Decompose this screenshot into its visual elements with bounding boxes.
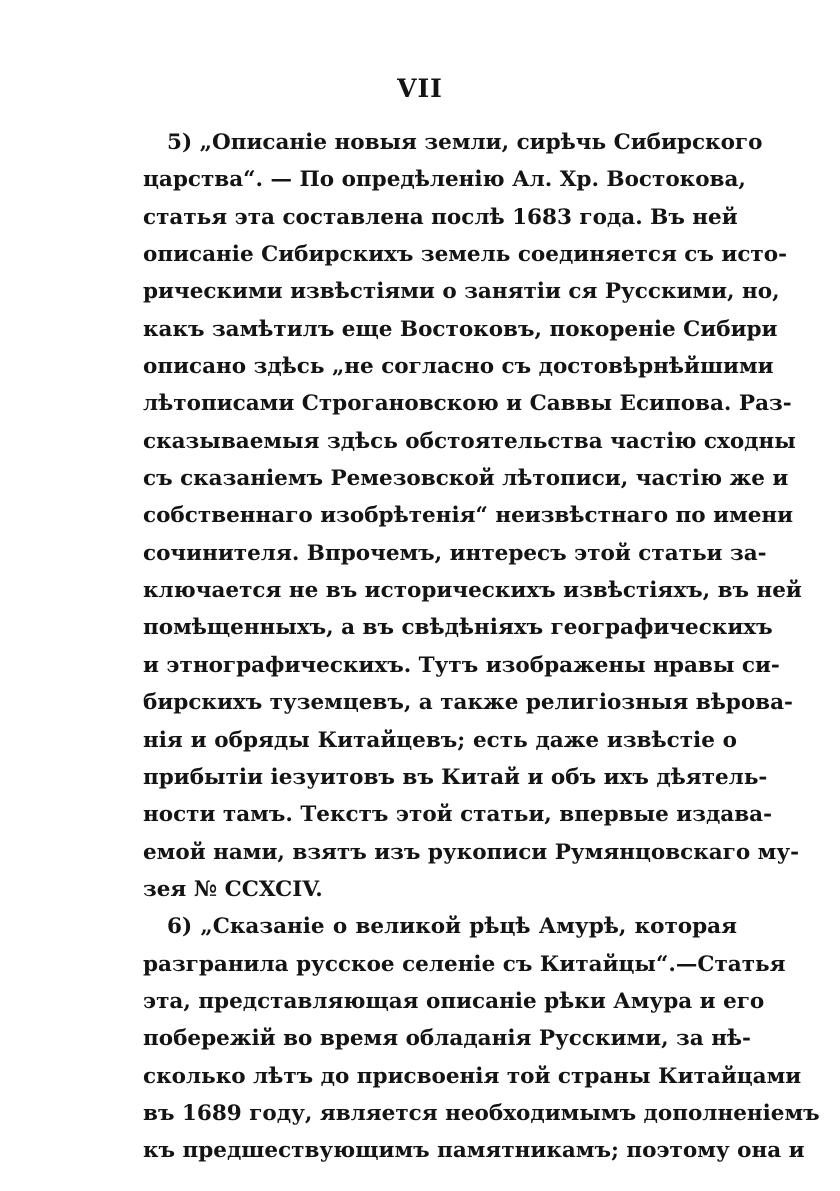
text-line: 5) „Описаніе новыя земли, сирѣчь Сибирского	[167, 130, 763, 155]
body-text	[143, 124, 820, 1170]
text-line: сколько лѣтъ до присвоенія той страны Китайцами	[143, 1063, 802, 1089]
text-line: описаніе Сибирскихъ земель соединяется съ исто-	[143, 242, 788, 268]
text-line: емой нами, взятъ изъ рукописи Румянцовскаго му-	[143, 839, 800, 865]
text-line: сочинителя. Впрочемъ, интересъ этой статьи за-	[143, 540, 767, 566]
text-line: бирскихъ туземцевъ, а также религіозныя вѣрова-	[143, 690, 793, 716]
text-line: статья эта составлена послѣ 1683 года. Въ ней	[143, 204, 738, 230]
text-line: прибытіи іезуитовъ въ Китай и объ ихъ дѣятель-	[143, 764, 768, 790]
text-line: эта, представляющая описаніе рѣки Амура и его	[143, 988, 765, 1014]
text-line: собственнаго изобрѣтенія“ неизвѣстнаго по имени	[143, 503, 794, 529]
text-line: 6) „Сказаніе о великой рѣцѣ Амурѣ, которая	[167, 914, 737, 940]
text-line: зея № CCXCIV.	[143, 876, 323, 902]
text-line: побережій во время обладанія Русскими, за нѣ-	[143, 1026, 751, 1052]
text-line: помѣщенныхъ, а въ свѣдѣніяхъ географическихъ	[143, 615, 773, 641]
text-line: съ сказаніемъ Ремезовской лѣтописи, частію же и	[143, 466, 789, 492]
paragraph-6	[143, 908, 820, 1169]
text-line: и этнографическихъ. Тутъ изображены нравы си-	[143, 652, 780, 678]
text-line: нія и обряды Китайцевъ; есть даже извѣстіе о	[143, 727, 737, 753]
text-line: разгранила русское селеніе съ Китайцы“.—Статья	[143, 951, 786, 977]
text-line: какъ замѣтилъ еще Востоковъ, покореніе Сибири	[143, 316, 778, 342]
text-line: сказываемыя здѣсь обстоятельства частію сходны	[143, 428, 796, 454]
paragraph-5	[143, 124, 802, 908]
text-line: ключается не въ историческихъ извѣстіяхъ, въ ней	[143, 578, 802, 604]
page-number: VII	[397, 74, 443, 103]
text-line: въ 1689 году, является необходимымъ дополненіемъ	[143, 1100, 820, 1126]
text-line: къ предшествующимъ памятникамъ; поэтому она и	[143, 1138, 805, 1164]
text-line: описано здѣсь „не согласно съ достовѣрнѣйшими	[143, 354, 774, 380]
text-line: царства“. — По опредѣленію Ал. Хр. Востокова,	[143, 167, 746, 193]
text-line: ности тамъ. Текстъ этой статьи, впервые издава-	[143, 802, 773, 828]
text-line: лѣтописами Строгановскою и Саввы Есипова. Раз-	[143, 391, 792, 417]
text-line: рическими извѣстіями о занятіи ся Русскими, но,	[143, 279, 780, 305]
